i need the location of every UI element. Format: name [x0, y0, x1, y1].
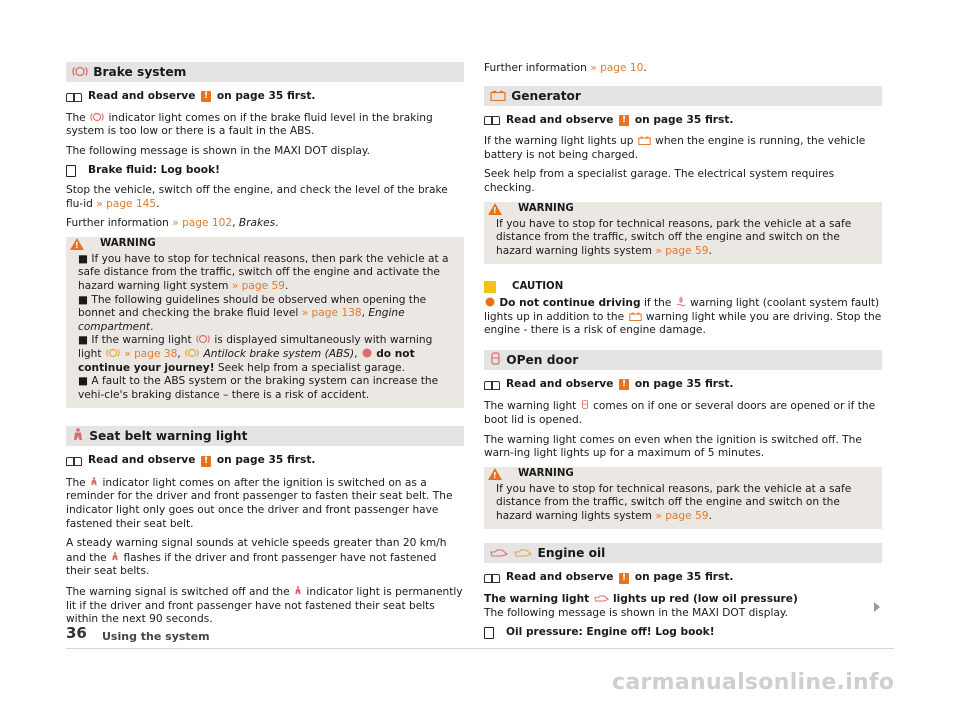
paragraph: The warning light lights up red (low oil pressure) — [484, 593, 798, 606]
book-icon — [484, 380, 500, 390]
paragraph: The following message is shown in the MAXI DOT display. — [66, 144, 371, 157]
paragraph: If the warning light lights up when the engine is running, the vehicle battery is not being charged. — [484, 135, 866, 161]
display-message: Oil pressure: Engine off! Log book! — [484, 626, 882, 640]
paragraph: The indicator light comes on after the ignition is switched on as a reminder for the driver and front passenger to fasten their seat belt. The indicator light only goes out once the driver and front passenger have fastened their seat belt. — [66, 476, 453, 530]
paragraph: Further information » page 102, Brakes. — [66, 217, 279, 230]
read-observe-line: Read and observe ! on page 35 first. — [484, 378, 882, 392]
exclamation-icon: ! — [619, 115, 629, 126]
paragraph: The warning light comes on even when the ignition is switched off. The warn-ing light lights up for a maximum of 5 minutes. — [484, 433, 862, 460]
footer-divider — [66, 648, 894, 649]
caution-header: CAUTION — [484, 280, 882, 294]
read-observe-line: Read and observe ! on page 35 first. — [484, 114, 882, 128]
section-heading-open-door — [484, 350, 882, 370]
warning-header: ! WARNING — [484, 202, 876, 216]
book-icon — [484, 115, 500, 125]
exclamation-icon: ! — [619, 379, 629, 390]
warning-item: ■ If the warning light is displayed simultaneously with warning light » page 38, Antilock brake system (ABS), do not continue your journey! Seek help from a specialist garage. — [78, 334, 433, 374]
warning-item: ■ A fault to the ABS system or the braking system can increase the vehi-cle's braking distance – there is a risk of accident. — [78, 375, 439, 401]
display-icon — [66, 165, 76, 177]
section-title: Generator — [511, 88, 581, 103]
section-title: Engine oil — [537, 546, 606, 561]
page-link[interactable]: » page 138 — [301, 307, 362, 320]
paragraph: The warning signal is switched off and the indicator light is permanently lit if the driver and front passenger have not fastened their seat belts within the next 90 seconds. — [66, 586, 463, 626]
section-title: Brake system — [93, 65, 187, 79]
warning-triangle-icon — [488, 468, 502, 480]
caution-square-icon — [484, 281, 496, 293]
continue-arrow-icon — [874, 602, 880, 612]
abs-warning-icon — [185, 348, 199, 358]
page-link[interactable]: » page 59 — [655, 244, 709, 257]
page-number: 36 — [66, 624, 87, 642]
coolant-icon — [676, 296, 686, 307]
warning-item: ■ The following guidelines should be observed when opening the bonnet and checking the brake fluid level » page 138, Engine compartment. — [78, 293, 427, 333]
oil-can-yellow-icon — [514, 548, 532, 558]
seat-belt-icon — [72, 428, 84, 441]
warning-header: ! WARNING — [66, 237, 458, 251]
exclamation-icon: ! — [201, 91, 211, 102]
warning-item: If you have to stop for technical reasons, park the vehicle at a safe distance from the traffic, switch off the engine and switch on the hazard warning lights system » page 59. — [496, 482, 852, 522]
footer-section-title: Using the system — [102, 630, 210, 643]
page-link[interactable]: » page 59 — [231, 279, 285, 292]
display-message: Brake fluid: Log book! — [66, 164, 464, 178]
oil-can-red-icon — [594, 594, 609, 603]
caution-text: Do not continue driving if the warning light (coolant system fault) lights up in addition to the warning light while you are driving. Stop the engine - there is a risk of engine damage. — [484, 296, 882, 337]
door-open-icon — [581, 399, 589, 410]
book-icon — [66, 456, 82, 466]
warning-item: ■ If you have to stop for technical reasons, then park the vehicle at a safe distance from the traffic, switch off the engine and activate the hazard warning light system » page 59. — [78, 252, 449, 292]
paragraph: A steady warning signal sounds at vehicle speeds greater than 20 km/h and the flashes if the driver and front passenger have not fastened their seat belts. — [66, 537, 447, 578]
oil-can-red-icon — [490, 548, 508, 558]
display-icon — [484, 627, 494, 639]
paragraph: Seek help from a specialist garage. The electrical system requires checking. — [484, 168, 835, 194]
battery-icon — [638, 136, 651, 145]
page-link[interactable]: » page 102 — [172, 217, 233, 230]
warning-header: ! WARNING — [484, 467, 876, 481]
read-observe-line: Read and observe ! on page 35 first. — [484, 571, 882, 585]
watermark: carmanualsonline.info — [612, 670, 895, 695]
seat-belt-icon — [90, 476, 98, 487]
brake-warning-icon — [72, 66, 88, 77]
warning-triangle-icon — [70, 238, 84, 250]
page-link[interactable]: » page 10 — [590, 62, 644, 74]
warning-triangle-icon — [488, 203, 502, 215]
caution-circle-icon — [485, 297, 495, 307]
warning-box — [66, 237, 464, 409]
paragraph: The warning light comes on if one or several doors are opened or if the boot lid is opened. — [484, 400, 876, 426]
brake-warning-icon — [362, 348, 372, 358]
section-heading-brake-system — [66, 62, 464, 82]
battery-icon — [490, 90, 506, 101]
paragraph: Stop the vehicle, switch off the engine, and check the level of the brake flu-id » page 145. — [66, 183, 448, 210]
paragraph: The indicator light comes on if the brake fluid level in the braking system is too low or there is a fault in the ABS. — [66, 111, 433, 138]
section-heading-seat-belt — [66, 426, 464, 446]
paragraph: The following message is shown in the MAXI DOT display. — [484, 606, 789, 619]
battery-icon — [629, 312, 642, 321]
page-link[interactable]: » page 38 — [124, 347, 178, 360]
brake-warning-icon — [196, 334, 210, 344]
right-column — [484, 62, 882, 646]
door-open-icon — [490, 352, 501, 365]
left-column — [66, 62, 464, 633]
book-icon — [66, 92, 82, 102]
brake-warning-icon — [90, 112, 104, 122]
section-heading-engine-oil — [484, 543, 882, 563]
abs-warning-icon — [106, 348, 120, 358]
read-observe-line: Read and observe ! on page 35 first. — [66, 454, 464, 468]
warning-box — [484, 202, 882, 265]
page-link[interactable]: » page 145 — [96, 197, 157, 210]
section-heading-generator — [484, 86, 882, 106]
read-observe-line: Read and observe ! on page 35 first. — [66, 90, 464, 104]
exclamation-icon: ! — [201, 456, 211, 467]
seat-belt-icon — [294, 585, 302, 596]
exclamation-icon: ! — [619, 573, 629, 584]
paragraph: Further information » page 10. — [484, 62, 647, 74]
page-link[interactable]: » page 59 — [655, 509, 709, 522]
section-title: OPen door — [506, 352, 579, 367]
section-title: Seat belt warning light — [89, 429, 248, 444]
warning-item: If you have to stop for technical reasons, park the vehicle at a safe distance from the traffic, switch off the engine and switch on the hazard warning lights system » page 59. — [496, 217, 852, 257]
book-icon — [484, 573, 500, 583]
warning-box — [484, 467, 882, 530]
seat-belt-icon — [111, 551, 119, 562]
